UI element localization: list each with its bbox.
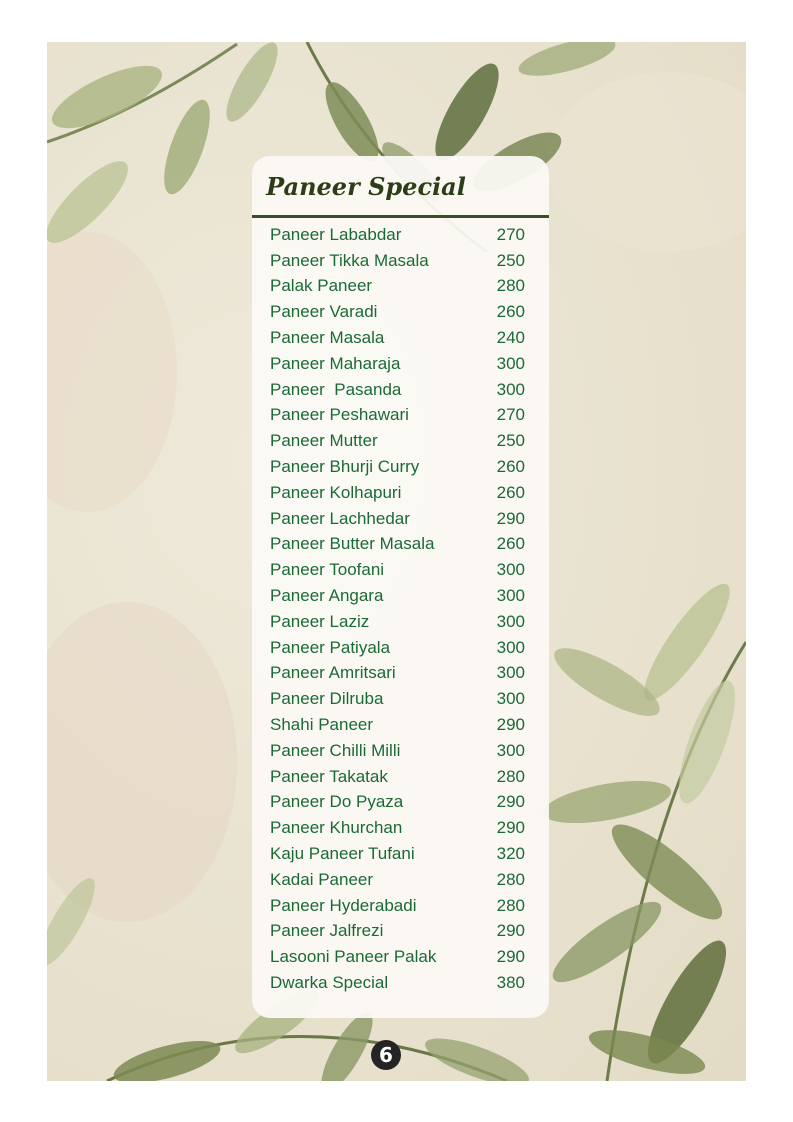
menu-item [270,944,525,970]
menu-item-name: Shahi Paneer [270,715,374,735]
menu-item-name: Paneer Mutter [270,431,378,451]
menu-item [270,532,525,558]
menu-item-name: Kaju Paneer Tufani [270,844,415,864]
menu-item-price: 270 [496,224,525,244]
menu-page [47,42,746,1081]
menu-item [270,557,525,583]
menu-item-name: Paneer Tikka Masala [270,250,429,270]
menu-item [270,867,525,893]
menu-item-name: Paneer Hyderabadi [270,895,417,915]
menu-item-name: Paneer Butter Masala [270,534,435,554]
menu-item-price: 300 [496,663,525,683]
menu-item-name: Paneer Varadi [270,302,378,322]
menu-item-price: 290 [496,508,525,528]
menu-title: Paneer Special [266,172,466,201]
menu-item-price: 290 [496,715,525,735]
menu-item-name: Palak Paneer [270,276,373,296]
menu-item-price: 250 [496,250,525,270]
page-number: 6 [371,1040,401,1070]
menu-item-name: Paneer Angara [270,586,384,606]
menu-item-name: Kadai Paneer [270,869,374,889]
menu-item-price: 280 [496,276,525,296]
menu-item-name: Paneer Dilruba [270,689,384,709]
menu-item [270,893,525,919]
menu-item-price: 260 [496,482,525,502]
menu-item [270,274,525,300]
title-divider [252,215,549,218]
menu-item-name: Paneer Masala [270,328,385,348]
menu-item-name: Paneer Chilli Milli [270,740,401,760]
menu-item-price: 290 [496,818,525,838]
menu-item-price: 300 [496,379,525,399]
menu-item [270,583,525,609]
menu-item-price: 250 [496,431,525,451]
menu-item-price: 300 [496,689,525,709]
menu-item [270,609,525,635]
menu-item [270,428,525,454]
menu-item-name: Lasooni Paneer Palak [270,947,437,967]
menu-item [270,506,525,532]
menu-item-name: Paneer Kolhapuri [270,482,402,502]
menu-item-price: 300 [496,740,525,760]
menu-item-price: 280 [496,766,525,786]
menu-item [270,403,525,429]
menu-item-price: 320 [496,844,525,864]
menu-item [270,738,525,764]
menu-item-price: 380 [496,973,525,992]
menu-item-name: Paneer Amritsari [270,663,396,683]
menu-item-price: 290 [496,921,525,941]
menu-item-price: 300 [496,560,525,580]
menu-item [270,635,525,661]
menu-item [270,764,525,790]
menu-item [270,377,525,403]
menu-item [270,661,525,687]
menu-item-price: 290 [496,792,525,812]
menu-item-price: 300 [496,637,525,657]
menu-item-price: 260 [496,302,525,322]
menu-item-price: 300 [496,353,525,373]
menu-item-name: Paneer Lababdar [270,224,402,244]
menu-item [270,325,525,351]
menu-item-name: Paneer Toofani [270,560,385,580]
menu-item-price: 280 [496,895,525,915]
menu-item-name: Paneer Patiyala [270,637,391,657]
menu-item [270,248,525,274]
menu-item-name: Paneer Peshawari [270,405,409,425]
menu-item [270,351,525,377]
menu-item [270,712,525,738]
menu-item-price: 300 [496,586,525,606]
menu-item [270,790,525,816]
menu-item [270,222,525,248]
menu-item-name: Paneer Jalfrezi [270,921,384,941]
menu-item-name: Paneer Khurchan [270,818,403,838]
menu-item-price: 240 [496,328,525,348]
menu-item-name: Paneer Pasanda [270,379,402,399]
menu-item [270,919,525,945]
menu-item-price: 300 [496,611,525,631]
menu-item-list [270,222,525,996]
menu-item-name: Paneer Lachhedar [270,508,410,528]
menu-item-name: Paneer Takatak [270,766,388,786]
menu-item-price: 270 [496,405,525,425]
menu-item [270,815,525,841]
menu-item-price: 280 [496,869,525,889]
menu-item-name: Paneer Maharaja [270,353,401,373]
menu-item [270,299,525,325]
menu-item [270,686,525,712]
menu-item-price: 260 [496,457,525,477]
menu-item-price: 260 [496,534,525,554]
menu-item-name: Paneer Do Pyaza [270,792,404,812]
menu-item-name: Dwarka Special [270,973,389,992]
menu-item [270,454,525,480]
menu-card [252,156,549,1018]
menu-item-name: Paneer Bhurji Curry [270,457,420,477]
menu-item-price: 290 [496,947,525,967]
menu-item [270,841,525,867]
menu-item [270,480,525,506]
menu-item [270,970,525,996]
menu-item-name: Paneer Laziz [270,611,370,631]
